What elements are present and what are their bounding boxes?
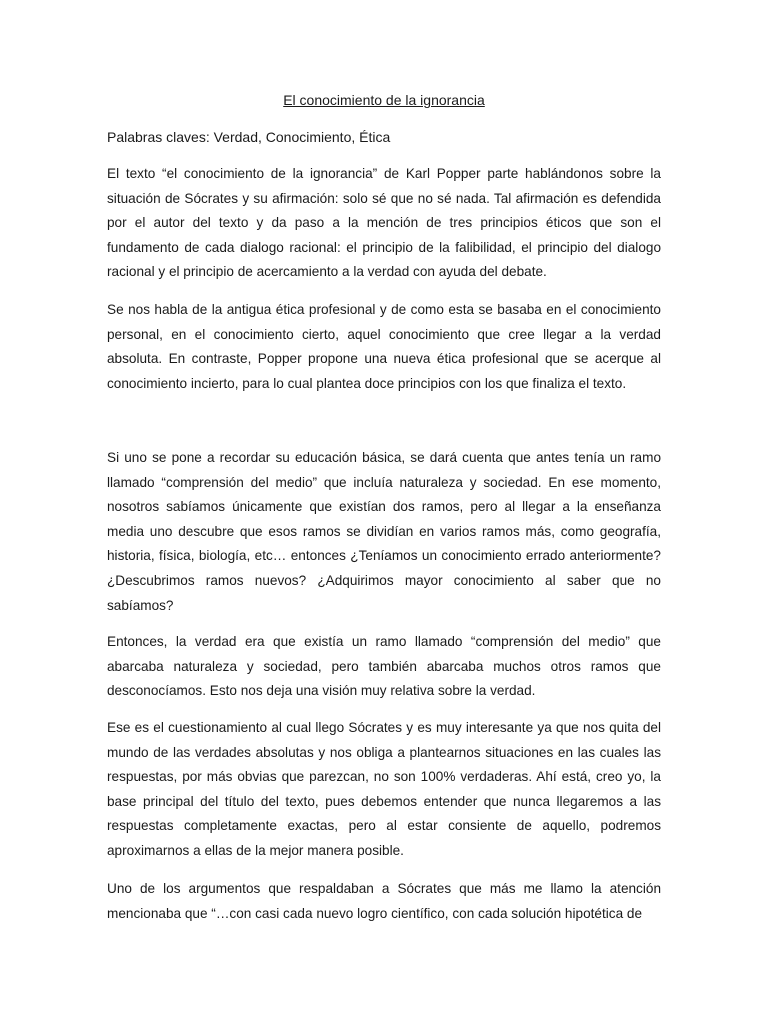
document-title: El conocimiento de la ignorancia (283, 92, 485, 108)
paragraph: Si uno se pone a recordar su educación básica, se dará cuenta que antes tenía un ramo llamado “comprensión del medio” que incluía naturaleza y sociedad. En ese momento, nosotros sabíamos únicamente que existían dos ramos, pero al llegar a la enseñanza media uno descubre que esos ramos se dividían en varios ramos más, como geografía, historia, física, biología, etc… entonces ¿Teníamos un conocimiento errado anteriormente? ¿Descubrimos ramos nuevos? ¿Adquirimos mayor conocimiento al saber que no sabíamos? (107, 450, 661, 613)
paragraph: Uno de los argumentos que respaldaban a Sócrates que más me llamo la atención mencionaba que “…con casi cada nuevo logro científico, con cada solución hipotética de (107, 881, 661, 921)
paragraph: Ese es el cuestionamiento al cual llego Sócrates y es muy interesante ya que nos quita del mundo de las verdades absolutas y nos obliga a plantearnos situaciones en las cuales las respuestas, por más obvias que parezcan, no son 100% verdaderas. Ahí está, creo yo, la base principal del título del texto, pues debemos entender que nunca llegaremos a las respuestas completamente exactas, pero al estar consiente de aquello, podremos aproximarnos a ellas de la mejor manera posible. (107, 720, 661, 858)
paragraph: El texto “el conocimiento de la ignorancia” de Karl Popper parte hablándonos sobre la situación de Sócrates y su afirmación: solo sé que no sé nada. Tal afirmación es defendida por el autor del texto y da paso a la mención de tres principios éticos que son el fundamento de cada dialogo racional: el principio de la falibilidad, el principio del dialogo racional y el principio de acercamiento a la verdad con ayuda del debate. (107, 166, 661, 280)
paragraph: Se nos habla de la antigua ética profesional y de como esta se basaba en el conocimiento personal, en el conocimiento cierto, aquel conocimiento que cree llegar a la verdad absoluta. En contraste, Popper propone una nueva ética profesional que se acerque al conocimiento incierto, para lo cual plantea doce principios con los que finaliza el texto. (107, 302, 661, 391)
paragraph: Entonces, la verdad era que existía un ramo llamado “comprensión del medio” que abarcaba naturaleza y sociedad, pero también abarcaba muchos otros ramos que desconocíamos. Esto nos deja una visión muy relativa sobre la verdad. (107, 634, 661, 699)
keywords-line: Palabras claves: Verdad, Conocimiento, Ética (107, 129, 391, 145)
